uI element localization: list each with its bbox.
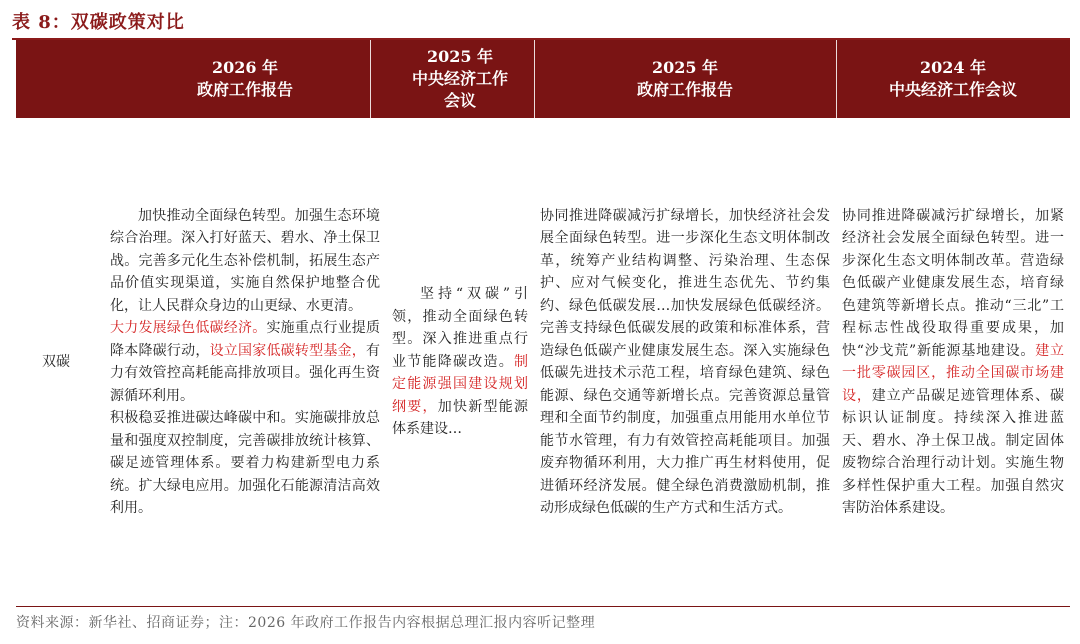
header-2026-gov-report: [104, 40, 386, 118]
paragraph: 协同推进降碳减污扩绿增长，加快经济社会发展全面绿色转型。进一步深化生态文明体制改革，统筹产业结构调整、污染治理、生态保护、应对气候变化，推进生态优先、节约集约、绿色低碳发展…加快发展绿色低碳经济。完善支持绿色低碳发展的政策和标准体系，营造绿色低碳产业健康发展生态。深入实施绿色低碳先进技术示范工程，培育绿色建筑、绿色能源、绿色交通等新增长点。完善资源总量管理和全面节约制度，加强重点用能用水单位节能节水管理，有力有效管控高耗能项目。加强废弃物循环利用，大力推广再生材料使用，促进循环经济发展。健全绿色消费激励机制，推动形成绿色低碳的生产方式和生活方式。: [540, 207, 830, 516]
cell-2026-gov-report: [104, 118, 386, 606]
header-title: 政府工作报告: [196, 80, 293, 99]
header-corner: [16, 40, 104, 118]
text: 建立产品碳足迹管理体系、碳标识认证制度。持续深入推进蓝天、碧水、净土保卫战。制定固体废物综合治理行动计划。实施生物多样性保护重大工程。加强自然灾害防治体系建设。: [842, 387, 1065, 516]
header-year: 2026 年: [211, 58, 279, 77]
highlight-text: 设立国家低碳转型基金，: [209, 342, 367, 359]
table-caption: 表 8：双碳政策对比: [12, 12, 185, 33]
paragraph: [842, 205, 1064, 520]
source-note: 资料来源：新华社、招商证券；注：2026 年政府工作报告内容根据总理汇报内容听记整理: [16, 615, 596, 631]
header-divider: [534, 40, 535, 118]
cell-2024-cewc: [836, 118, 1070, 606]
bottom-rule: [16, 606, 1070, 607]
text: 协同推进降碳减污扩绿增长，加紧经济社会发展全面绿色转型。进一步深化生态文明体制改革。营造绿色低碳产业健康发展生态，培育绿色建筑等新增长点。推动“三北”工程标志性战役取得重要成果，加快“沙戈荒”新能源基地建设。: [842, 207, 1064, 359]
text: 有力有效管控高耗能高排放项目。强化再生资源循环利用。: [110, 342, 381, 404]
table-row: [16, 118, 1070, 606]
header-title-cont: 会议: [443, 91, 476, 110]
header-divider: [370, 40, 371, 118]
header-2025-cewc: [386, 40, 534, 118]
row-label: 双碳: [42, 353, 70, 370]
header-title: 中央经济工作会议: [888, 80, 1017, 99]
highlight-text: 制定能源强国建设规划纲要，: [392, 353, 528, 415]
header-year: 2025 年: [426, 47, 494, 66]
cell-2025-gov-report: [534, 118, 836, 606]
highlight-text: 建立一批零碳园区，推动全国碳市场建设，: [842, 342, 1064, 404]
header-year: 2024 年: [919, 58, 987, 77]
paragraph: [110, 317, 380, 407]
paragraph: 加快推动全面绿色转型。加强生态环境综合治理。深入打好蓝天、碧水、净土保卫战。完善多元化生态补偿机制，拓展生态产品价值实现渠道，实施自然保护地整合优化，让人民群众身边的山更绿、水更清。: [110, 207, 380, 314]
highlight-text: 大力发展绿色低碳经济。: [110, 320, 267, 336]
header-year: 2025 年: [651, 58, 719, 77]
policy-comparison-table: [16, 40, 1070, 606]
header-title: 中央经济工作: [411, 69, 508, 88]
text: 坚持“双碳”引领，推动全面绿色转型。深入推进重点行业节能降碳改造。: [392, 286, 528, 370]
cell-2025-cewc: [386, 118, 534, 606]
paragraph: 积极稳妥推进碳达峰碳中和。实施碳排放总量和强度双控制度，完善碳排放统计核算、碳足迹管理体系。要着力构建新型电力系统。扩大绿电应用。加强化石能源清洁高效利用。: [110, 410, 380, 516]
header-row: [16, 40, 1070, 118]
header-2025-gov-report: [534, 40, 836, 118]
text: 加快新型能源体系建设…: [392, 398, 528, 438]
paragraph: [392, 283, 528, 441]
header-divider: [836, 40, 837, 118]
text: 实施重点行业提质降本降碳行动，: [110, 320, 381, 359]
header-title: 政府工作报告: [636, 80, 733, 99]
header-2024-cewc: [836, 40, 1070, 118]
